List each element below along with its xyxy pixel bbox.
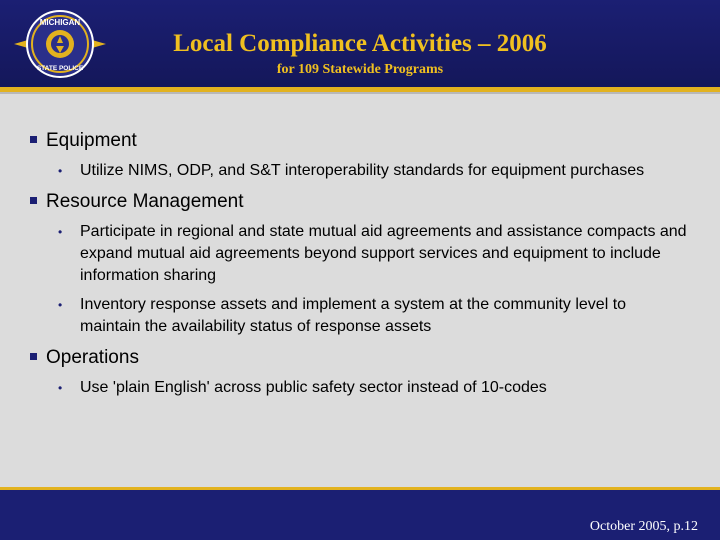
logo-text-top: MICHIGAN bbox=[39, 18, 81, 27]
slide-title: Local Compliance Activities – 2006 bbox=[173, 30, 547, 57]
section-heading: Resource Management bbox=[46, 191, 244, 212]
square-bullet-icon bbox=[30, 136, 37, 143]
list-item: • Use 'plain English' across public safety sector instead of 10-codes bbox=[30, 377, 690, 399]
section-heading: Operations bbox=[46, 347, 139, 368]
section-resource-management bbox=[30, 189, 690, 338]
square-bullet-icon bbox=[30, 353, 37, 360]
section-operations bbox=[30, 345, 690, 399]
section-equipment bbox=[30, 128, 690, 182]
dot-bullet-icon: • bbox=[58, 164, 63, 178]
footer-date-page: October 2005, p.12 bbox=[589, 519, 698, 534]
bullet-content bbox=[30, 128, 690, 406]
list-item: • Inventory response assets and implement a system at the community level to maintain the availability status of response assets bbox=[30, 294, 690, 338]
list-item: • Utilize NIMS, ODP, and S&T interoperability standards for equipment purchases bbox=[30, 160, 690, 182]
logo-text-bottom: STATE POLICE bbox=[36, 65, 84, 72]
dot-bullet-icon: • bbox=[58, 381, 63, 395]
dot-bullet-icon: • bbox=[58, 298, 63, 312]
section-heading: Equipment bbox=[46, 130, 137, 151]
slide-subtitle: for 109 Statewide Programs bbox=[276, 62, 444, 77]
list-item: • Participate in regional and state mutual aid agreements and assistance compacts and expand mutual aid agreements beyond support services and equipment to include information sharing bbox=[30, 221, 690, 287]
header-shadow bbox=[0, 92, 720, 94]
square-bullet-icon bbox=[30, 197, 37, 204]
dot-bullet-icon: • bbox=[58, 225, 63, 239]
